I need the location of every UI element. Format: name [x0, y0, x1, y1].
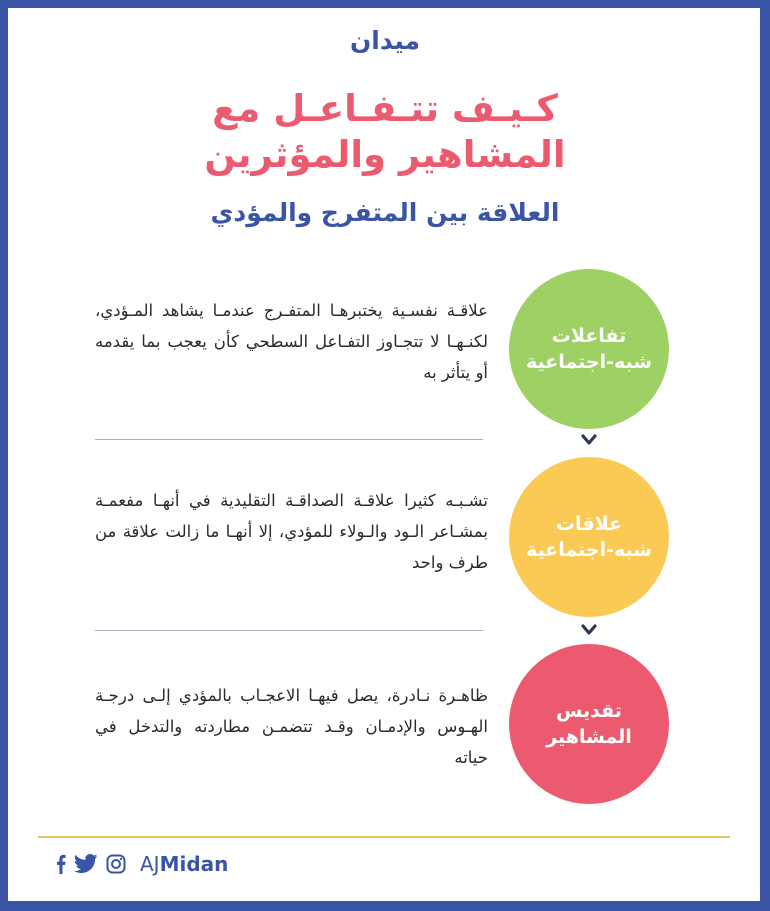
- facebook-icon[interactable]: [56, 854, 66, 874]
- main-title: [0, 86, 770, 178]
- step-description: ظاهـرة نـادرة، يصل فيهـا الاعجـاب بالمؤدي إلـى درجـة الهـوس والإدمـان وقـد تتضمـن مطاردته والتدخل في حياته: [95, 686, 488, 767]
- divider: [95, 630, 483, 631]
- step-description: تشـبـه كثيرا علاقـة الصداقـة التقليدية في أنهـا مفعمـة بمشـاعر الـود والـولاء للمؤدي، إلا أنهـا ما زالت علاقة من طرف واحد: [95, 491, 488, 572]
- instagram-icon[interactable]: [106, 854, 126, 874]
- midan-logo: ميدان: [349, 26, 421, 55]
- twitter-icon[interactable]: [74, 854, 98, 874]
- step-label-line-2: المشاهير: [546, 726, 632, 748]
- step-circle-parasocial-relationships: [509, 457, 669, 617]
- step-label-line-2: شبه-اجتماعية: [526, 539, 652, 561]
- title-line-2: المشاهير والمؤثرين: [204, 133, 566, 176]
- step-label-line-1: تقديس: [556, 700, 622, 722]
- social-handle[interactable]: [140, 852, 228, 876]
- social-bar: [56, 850, 228, 878]
- chevron-down-icon: [581, 624, 597, 636]
- step-label-line-1: تفاعلات: [551, 325, 627, 347]
- step-description: علاقـة نفسـية يختبرهـا المتفـرج عندمـا يشاهد المـؤدي، لكنـهـا لا تتجـاوز التفـاعل السطحي كأن يعجب بما يقدمه أو يتأثر به: [95, 301, 488, 382]
- subtitle: العلاقة بين المتفرج والمؤدي: [210, 198, 560, 227]
- step-label-line-1: علاقات: [555, 513, 623, 535]
- handle-prefix: AJ: [140, 852, 160, 876]
- step-circle-celebrity-worship: [509, 644, 669, 804]
- footer-divider: [38, 836, 730, 838]
- handle-suffix: Midan: [159, 852, 229, 876]
- chevron-down-icon: [581, 434, 597, 446]
- divider: [95, 439, 483, 440]
- title-line-1: كـيـف تتـفـاعـل مع: [212, 87, 558, 130]
- step-label-line-2: شبه-اجتماعية: [526, 351, 652, 373]
- step-circle-parasocial-interactions: [509, 269, 669, 429]
